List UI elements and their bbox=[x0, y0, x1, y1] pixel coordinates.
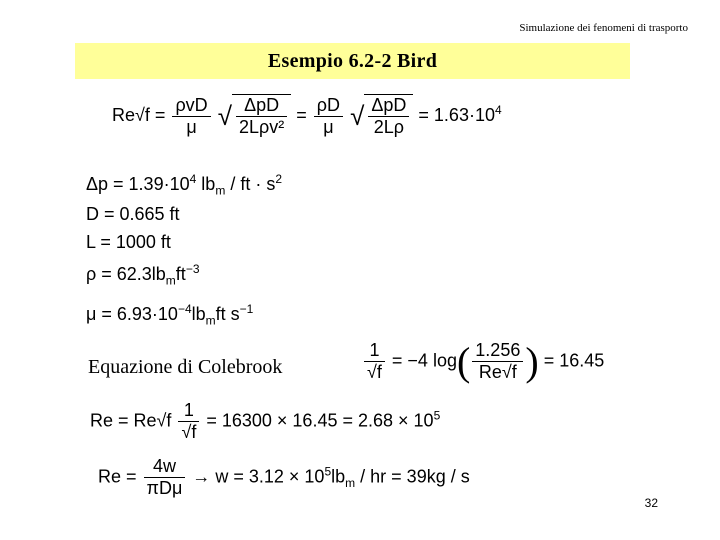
formula-colebrook: $\frac{1}{√f}$ = −4 log( $\frac{1.256}{Re√f}$ ) = 16.45 bbox=[362, 338, 604, 385]
title-band bbox=[75, 43, 630, 79]
formula-dp: $\Delta p = 1.39\cdot 10^4$ $lb_m$ / ft · $s^2$ bbox=[86, 172, 283, 198]
sqrt-icon: √ bbox=[217, 101, 232, 131]
fraction: $\frac{\text{ρvD}}{\mu}$ bbox=[172, 95, 210, 138]
square-root: √ $\frac{\text{ΔpD}}{2L\rho}$ bbox=[350, 94, 413, 138]
colebrook-label: Equazione di Colebrook bbox=[88, 356, 283, 378]
sqrt-icon: √ bbox=[350, 101, 365, 131]
formula-re-calc: Re = Re√f $\frac{1}{√f}$ = $16300 \times 16.45 = 2.68 \times 10^5$ bbox=[90, 400, 441, 442]
fraction: $\frac{\rho D}{\mu}$ bbox=[314, 95, 343, 138]
formula-rho: $\rho = 62.3lb_mft^{-3}$ bbox=[86, 262, 200, 288]
square-root: √ $\frac{\text{ΔpD}}{\text{2Lρv²}}$ bbox=[218, 94, 292, 138]
formula-lhs: Re√f bbox=[112, 104, 150, 125]
course-header: Simulazione dei fenomeni di trasporto bbox=[519, 22, 688, 34]
formula-mu: $\mu = 6.93\cdot 10^{-4}lb_mft$ $s^{-1}$ bbox=[86, 302, 254, 328]
page-number: 32 bbox=[644, 496, 658, 510]
formula-d: D = 0.665 ft bbox=[86, 204, 180, 224]
formula-w-calc: Re = $\frac{4w}{\text{πDμ}}$ → $w = 3.12 \times 10^5lb_m$ / hr = 39kg / s bbox=[98, 456, 470, 498]
formula-l: L = 1000 ft bbox=[86, 232, 171, 252]
formula-re-sqrt-f: Re√f = $\frac{\text{ρvD}}{\mu}$ √ $\frac{\text{ΔpD}}{\text{2Lρv²}}$ = $\frac{\rho D}{\mu}$ √ $\frac{\text{ΔpD}}{2L\rho}$ = $1.63\cdot 10^4$ bbox=[112, 94, 502, 137]
slide-title: Esempio 6.2-2 Bird bbox=[267, 50, 438, 72]
